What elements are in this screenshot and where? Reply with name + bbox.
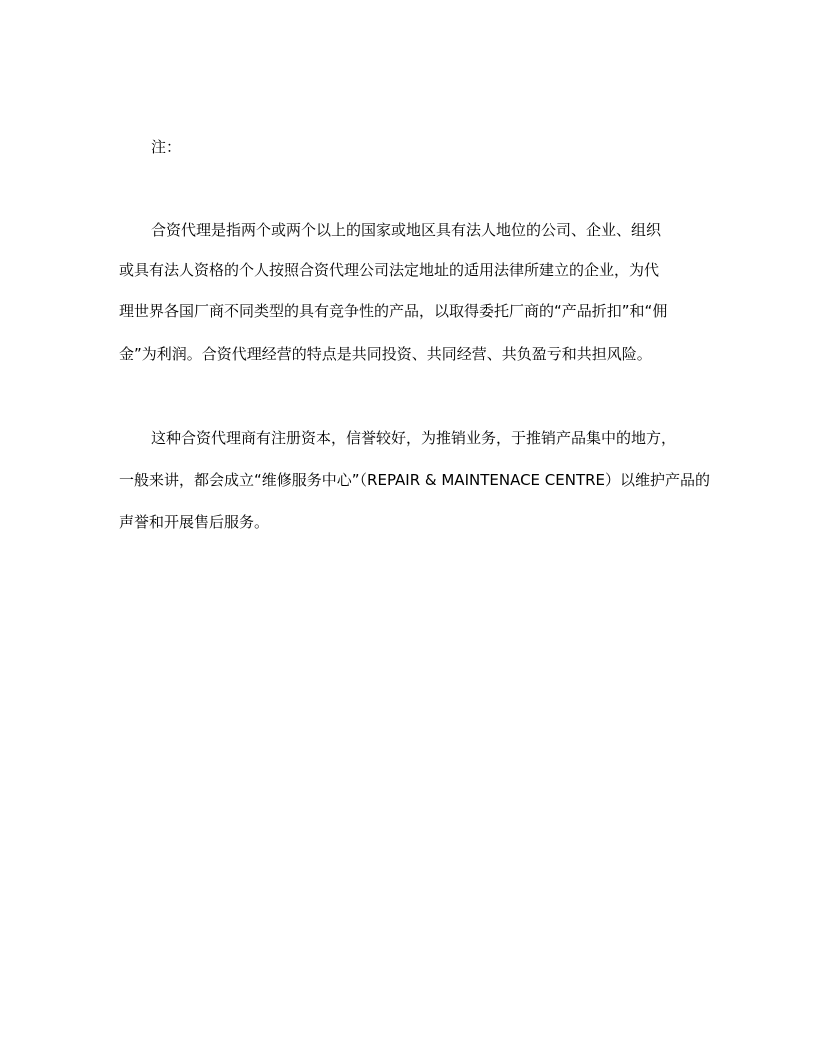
paragraph2-line-2: 一般来讲，都会成立“维修服务中心”（REPAIR & MAINTENACE CENTRE）以维护产品的	[119, 471, 711, 489]
paragraph2-line-3: 声誉和开展售后服务。	[119, 513, 270, 531]
paragraph1-line-1: 合资代理是指两个或两个以上的国家或地区具有法人地位的公司、企业、组织	[151, 221, 662, 239]
paragraph2-line-1: 这种合资代理商有注册资本，信誉较好，为推销业务，于推销产品集中的地方，	[151, 429, 677, 447]
paragraph1-line-4: 金”为利润。合资代理经营的特点是共同投资、共同经营、共负盈亏和共担风险。	[119, 345, 652, 363]
paragraph1-line-3: 理世界各国厂商不同类型的具有竞争性的产品，以取得委托厂商的“产品折扣”和“佣	[119, 302, 668, 320]
paragraph1-line-2: 或具有法人资格的个人按照合资代理公司法定地址的适用法律所建立的企业，为代	[119, 261, 660, 279]
note-label: 注：	[151, 138, 182, 156]
